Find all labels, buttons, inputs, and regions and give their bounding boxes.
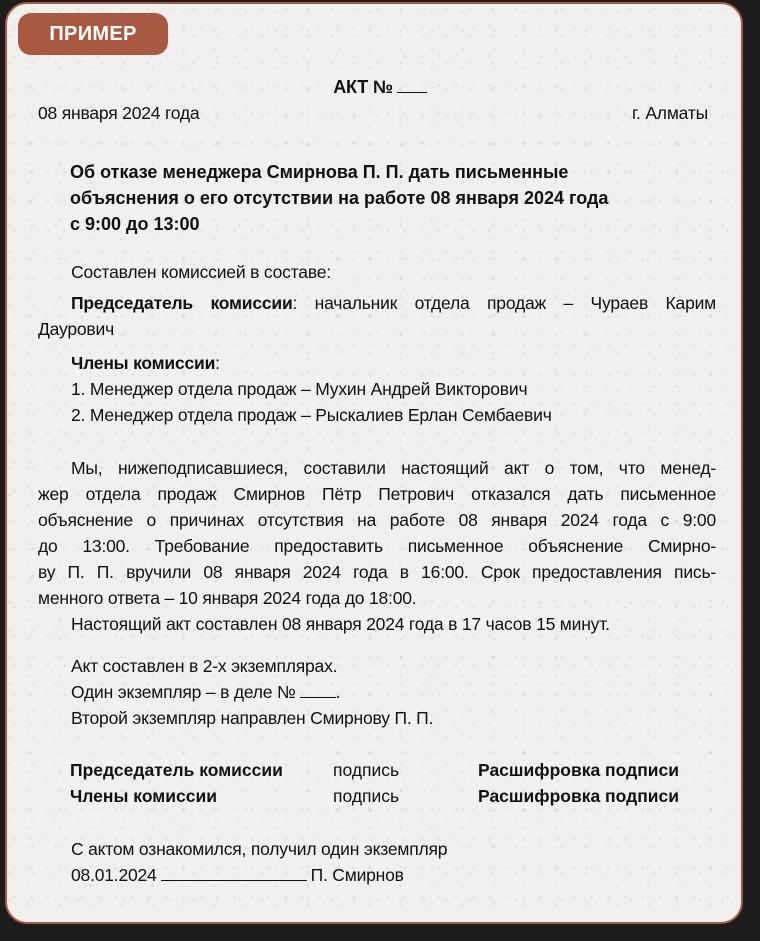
- act-number-blank: [397, 74, 427, 93]
- signature-row-chair: [70, 757, 710, 783]
- act-city: г. Алматы: [631, 103, 708, 123]
- acknowledgement-signature: [71, 862, 404, 888]
- body-line: ву П. П. вручили 08 января 2024 года в 16:00. Срок предоставления пись-: [38, 562, 716, 582]
- copies-case: Один экземпляр – в деле № .: [71, 682, 341, 702]
- acknowledgement-text: С актом ознакомился, получил один экземпляр: [71, 839, 448, 859]
- chair-value: : начальник отдела продаж – Чураев Карим: [292, 293, 717, 313]
- chair-label: Председатель комиссии: [71, 293, 293, 313]
- body-line: менного ответа – 10 января 2024 года до 18:00.: [38, 588, 417, 608]
- subject-line: объяснения о его отсутствии на работе 08 января 2024 года: [70, 188, 609, 208]
- copies-count: Акт составлен в 2-х экземплярах.: [71, 656, 338, 676]
- signature-role: Председатель комиссии: [70, 760, 283, 780]
- act-body: [38, 455, 716, 637]
- commission-intro: Составлен комиссией в составе:: [71, 262, 331, 282]
- act-date: 08 января 2024 года: [38, 103, 200, 123]
- body-line: жер отдела продаж Смирнов Пётр Петрович отказался дать письменное: [38, 484, 716, 504]
- act-title: [0, 74, 760, 100]
- signature-field: подпись: [333, 786, 400, 806]
- case-number-blank: [300, 681, 336, 698]
- subject-line: с 9:00 до 13:00: [70, 214, 200, 234]
- signature-decode: Расшифровка подписи: [478, 760, 680, 780]
- body-line: до 13:00. Требование предоставить письменное объяснение Смирно-: [38, 536, 716, 556]
- copies-sent: Второй экземпляр направлен Смирнову П. П.: [71, 708, 434, 728]
- act-title-text: АКТ №: [333, 77, 393, 97]
- members-label: Члены комиссии: [71, 353, 216, 373]
- body-time-line: Настоящий акт составлен 08 января 2024 года в 17 часов 15 минут.: [71, 614, 610, 634]
- signature-field: подпись: [333, 760, 400, 780]
- subject-line: Об отказе менеджера Смирнова П. П. дать письменные: [70, 162, 569, 182]
- chair-value-cont: Даурович: [38, 319, 114, 339]
- members-heading: Члены комиссии:: [71, 353, 220, 373]
- signature-row-members: [70, 783, 710, 809]
- signature-role: Члены комиссии: [70, 786, 217, 806]
- acknowledgement-name: П. Смирнов: [310, 865, 404, 885]
- signature-decode: Расшифровка подписи: [478, 786, 680, 806]
- body-line: объяснение о причинах отсутствия на работе 08 января 2024 года с 9:00: [38, 510, 716, 530]
- example-badge: ПРИМЕР: [18, 13, 168, 55]
- commission-chair: [38, 290, 716, 342]
- act-subject: [70, 159, 690, 237]
- member-item: 2. Менеджер отдела продаж – Рыскалиев Ерлан Сембаевич: [71, 405, 552, 425]
- body-line: Мы, нижеподписавшиеся, составили настоящий акт о том, что менед-: [71, 458, 716, 478]
- acknowledgement-sign-blank: [161, 864, 307, 881]
- member-item: 1. Менеджер отдела продаж – Мухин Андрей Викторович: [71, 379, 528, 399]
- acknowledgement-date: 08.01.2024: [71, 865, 157, 885]
